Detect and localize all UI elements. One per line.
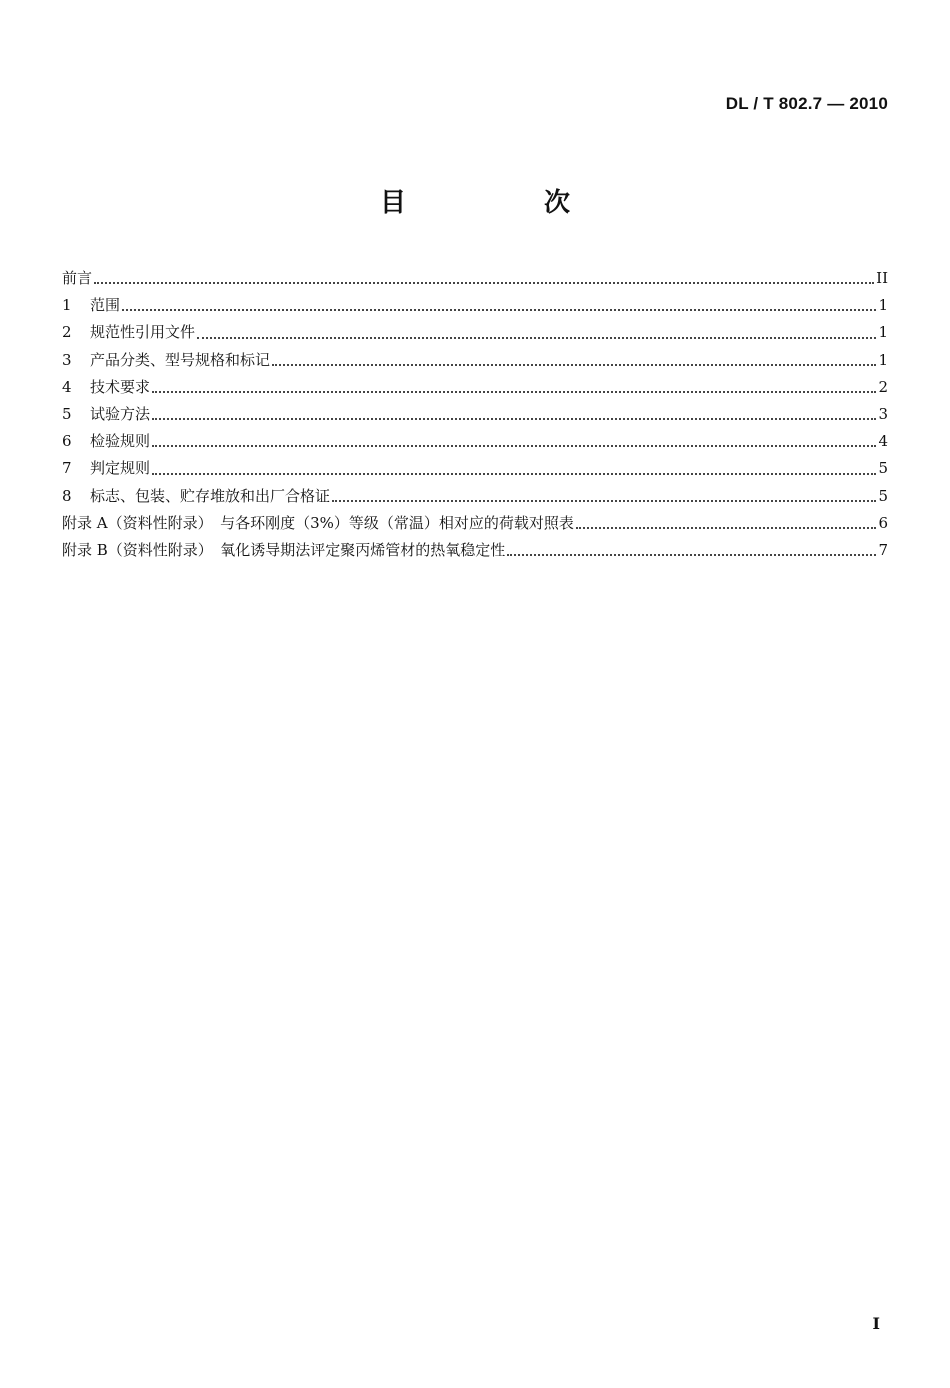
toc-entry-text: 试验方法 [90, 404, 151, 423]
dot-leader [507, 554, 876, 556]
toc-entry-number: 8 [62, 486, 72, 505]
toc-entry-appendix-a[interactable] [62, 512, 888, 539]
toc-entry-text: 检验规则 [90, 432, 151, 451]
toc-entry-number: 7 [62, 459, 72, 478]
toc-entry-7[interactable] [62, 457, 888, 484]
toc-entry-appendix-b[interactable] [62, 539, 888, 566]
toc-entry-page: 1 [878, 350, 888, 369]
dot-leader [152, 391, 876, 393]
page-number: I [872, 1314, 880, 1333]
toc-entry-1[interactable] [62, 294, 888, 321]
dot-leader [152, 473, 876, 475]
toc-entry-text: 技术要求 [90, 377, 151, 396]
toc-entry-foreword[interactable] [62, 267, 888, 294]
dot-leader [332, 500, 876, 502]
toc-entry-5[interactable] [62, 403, 888, 430]
toc-entry-3[interactable] [62, 349, 888, 376]
table-of-contents [62, 267, 888, 566]
toc-entry-page: II [876, 269, 888, 287]
toc-entry-page: 5 [878, 486, 888, 505]
dot-leader [122, 309, 876, 311]
toc-entry-page: 4 [878, 432, 888, 451]
dot-leader [576, 527, 877, 529]
toc-entry-number: 2 [62, 323, 72, 342]
toc-entry-2[interactable] [62, 321, 888, 348]
page-title: 目 次 [379, 188, 626, 218]
dot-leader [197, 337, 876, 339]
toc-entry-text: 产品分类、型号规格和标记 [90, 350, 271, 369]
toc-entry-number: 6 [62, 432, 72, 451]
toc-entry-text: 范围 [90, 296, 121, 315]
toc-entry-number: 3 [62, 350, 72, 369]
toc-entry-number: 4 [62, 377, 72, 396]
toc-entry-page: 6 [878, 513, 888, 532]
standard-number: DL / T 802.7 — 2010 [725, 94, 888, 113]
toc-entry-text: 规范性引用文件 [90, 323, 196, 342]
toc-entry-8[interactable] [62, 485, 888, 512]
toc-entry-6[interactable] [62, 430, 888, 457]
dot-leader [94, 282, 874, 284]
toc-entry-text: 标志、包装、贮存堆放和出厂合格证 [90, 486, 331, 505]
toc-entry-page: 5 [878, 459, 888, 478]
dot-leader [152, 445, 876, 447]
dot-leader [272, 364, 876, 366]
toc-entry-number: 1 [62, 296, 72, 315]
toc-entry-page: 2 [878, 377, 888, 396]
toc-entry-page: 1 [878, 296, 888, 315]
toc-entry-number: 5 [62, 404, 72, 423]
toc-entry-page: 3 [878, 404, 888, 423]
toc-entry-text: 判定规则 [90, 459, 151, 478]
dot-leader [152, 418, 876, 420]
toc-entry-4[interactable] [62, 376, 888, 403]
toc-entry-text: 前言 [62, 269, 93, 287]
toc-entry-page: 1 [878, 323, 888, 342]
toc-entry-page: 7 [878, 540, 888, 559]
toc-entry-text: 附录 A（资料性附录） 与各环刚度（3%）等级（常温）相对应的荷载对照表 [62, 513, 574, 532]
toc-entry-text: 附录 B（资料性附录） 氧化诱导期法评定聚丙烯管材的热氧稳定性 [62, 540, 506, 559]
